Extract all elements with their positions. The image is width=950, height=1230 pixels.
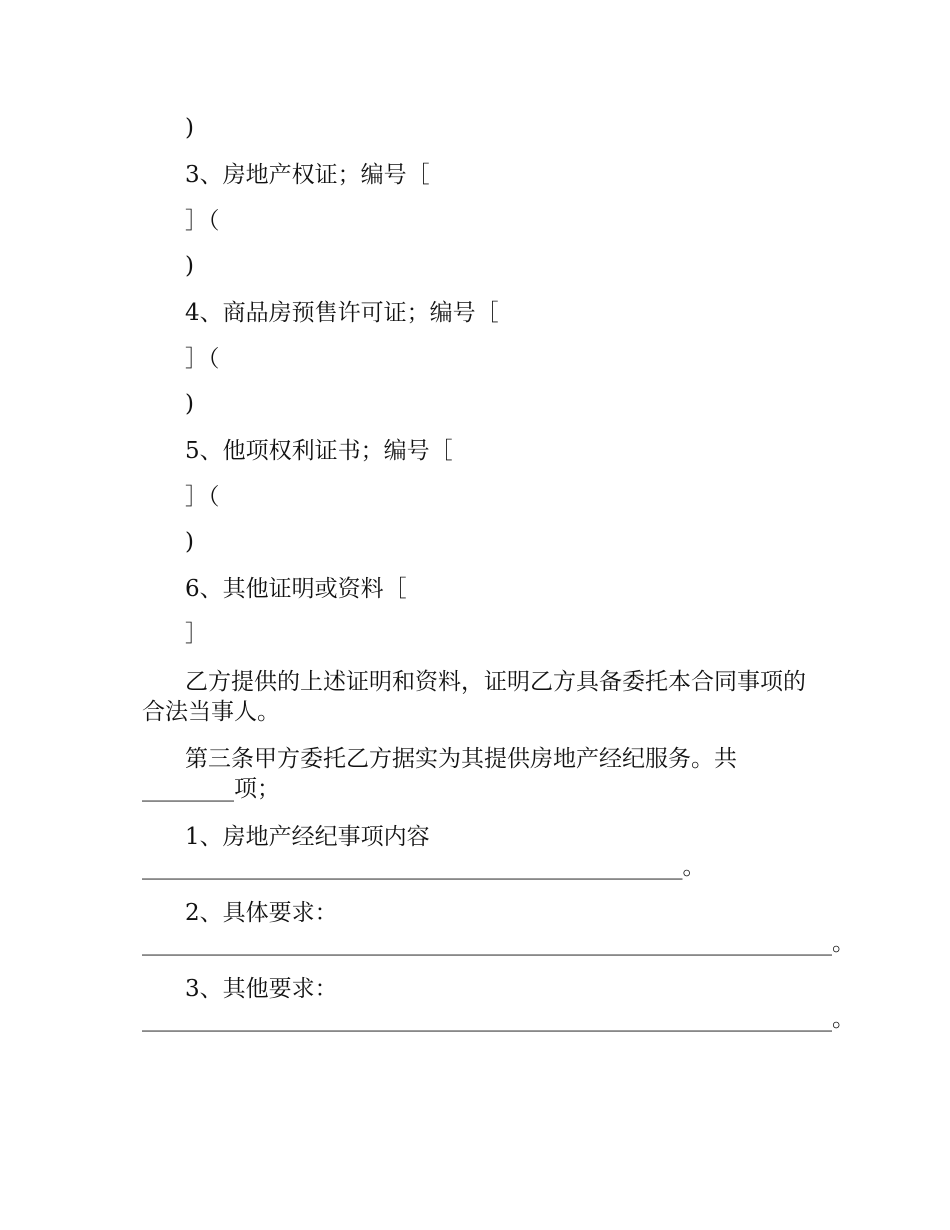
doc-line: ): [185, 529, 194, 555]
doc-line: ): [185, 253, 194, 279]
doc-paragraph: 3、其他要求：____________________________________________________________。: [142, 976, 855, 1032]
doc-line: ］（: [185, 484, 220, 510]
doc-line: ): [185, 115, 194, 141]
doc-line: ］: [185, 621, 208, 647]
doc-line: ］（: [185, 208, 220, 234]
doc-line: 6、其他证明或资料［: [185, 576, 407, 602]
doc-line: 4、商品房预售许可证；编号［: [185, 300, 499, 326]
doc-paragraph: 1、房地产经纪事项内容_______________________________________________。: [142, 824, 706, 880]
doc-line: ］（: [185, 346, 220, 372]
doc-paragraph: 第三条甲方委托乙方据实为其提供房地产经纪服务。共________项；: [142, 746, 737, 802]
doc-line: 5、他项权利证书；编号［: [185, 438, 453, 464]
doc-line: ): [185, 391, 194, 417]
doc-paragraph: 乙方提供的上述证明和资料，证明乙方具备委托本合同事项的合法当事人。: [142, 669, 806, 725]
doc-paragraph: 2、具体要求：____________________________________________________________。: [142, 900, 855, 956]
doc-line: 3、房地产权证；编号［: [185, 162, 430, 188]
